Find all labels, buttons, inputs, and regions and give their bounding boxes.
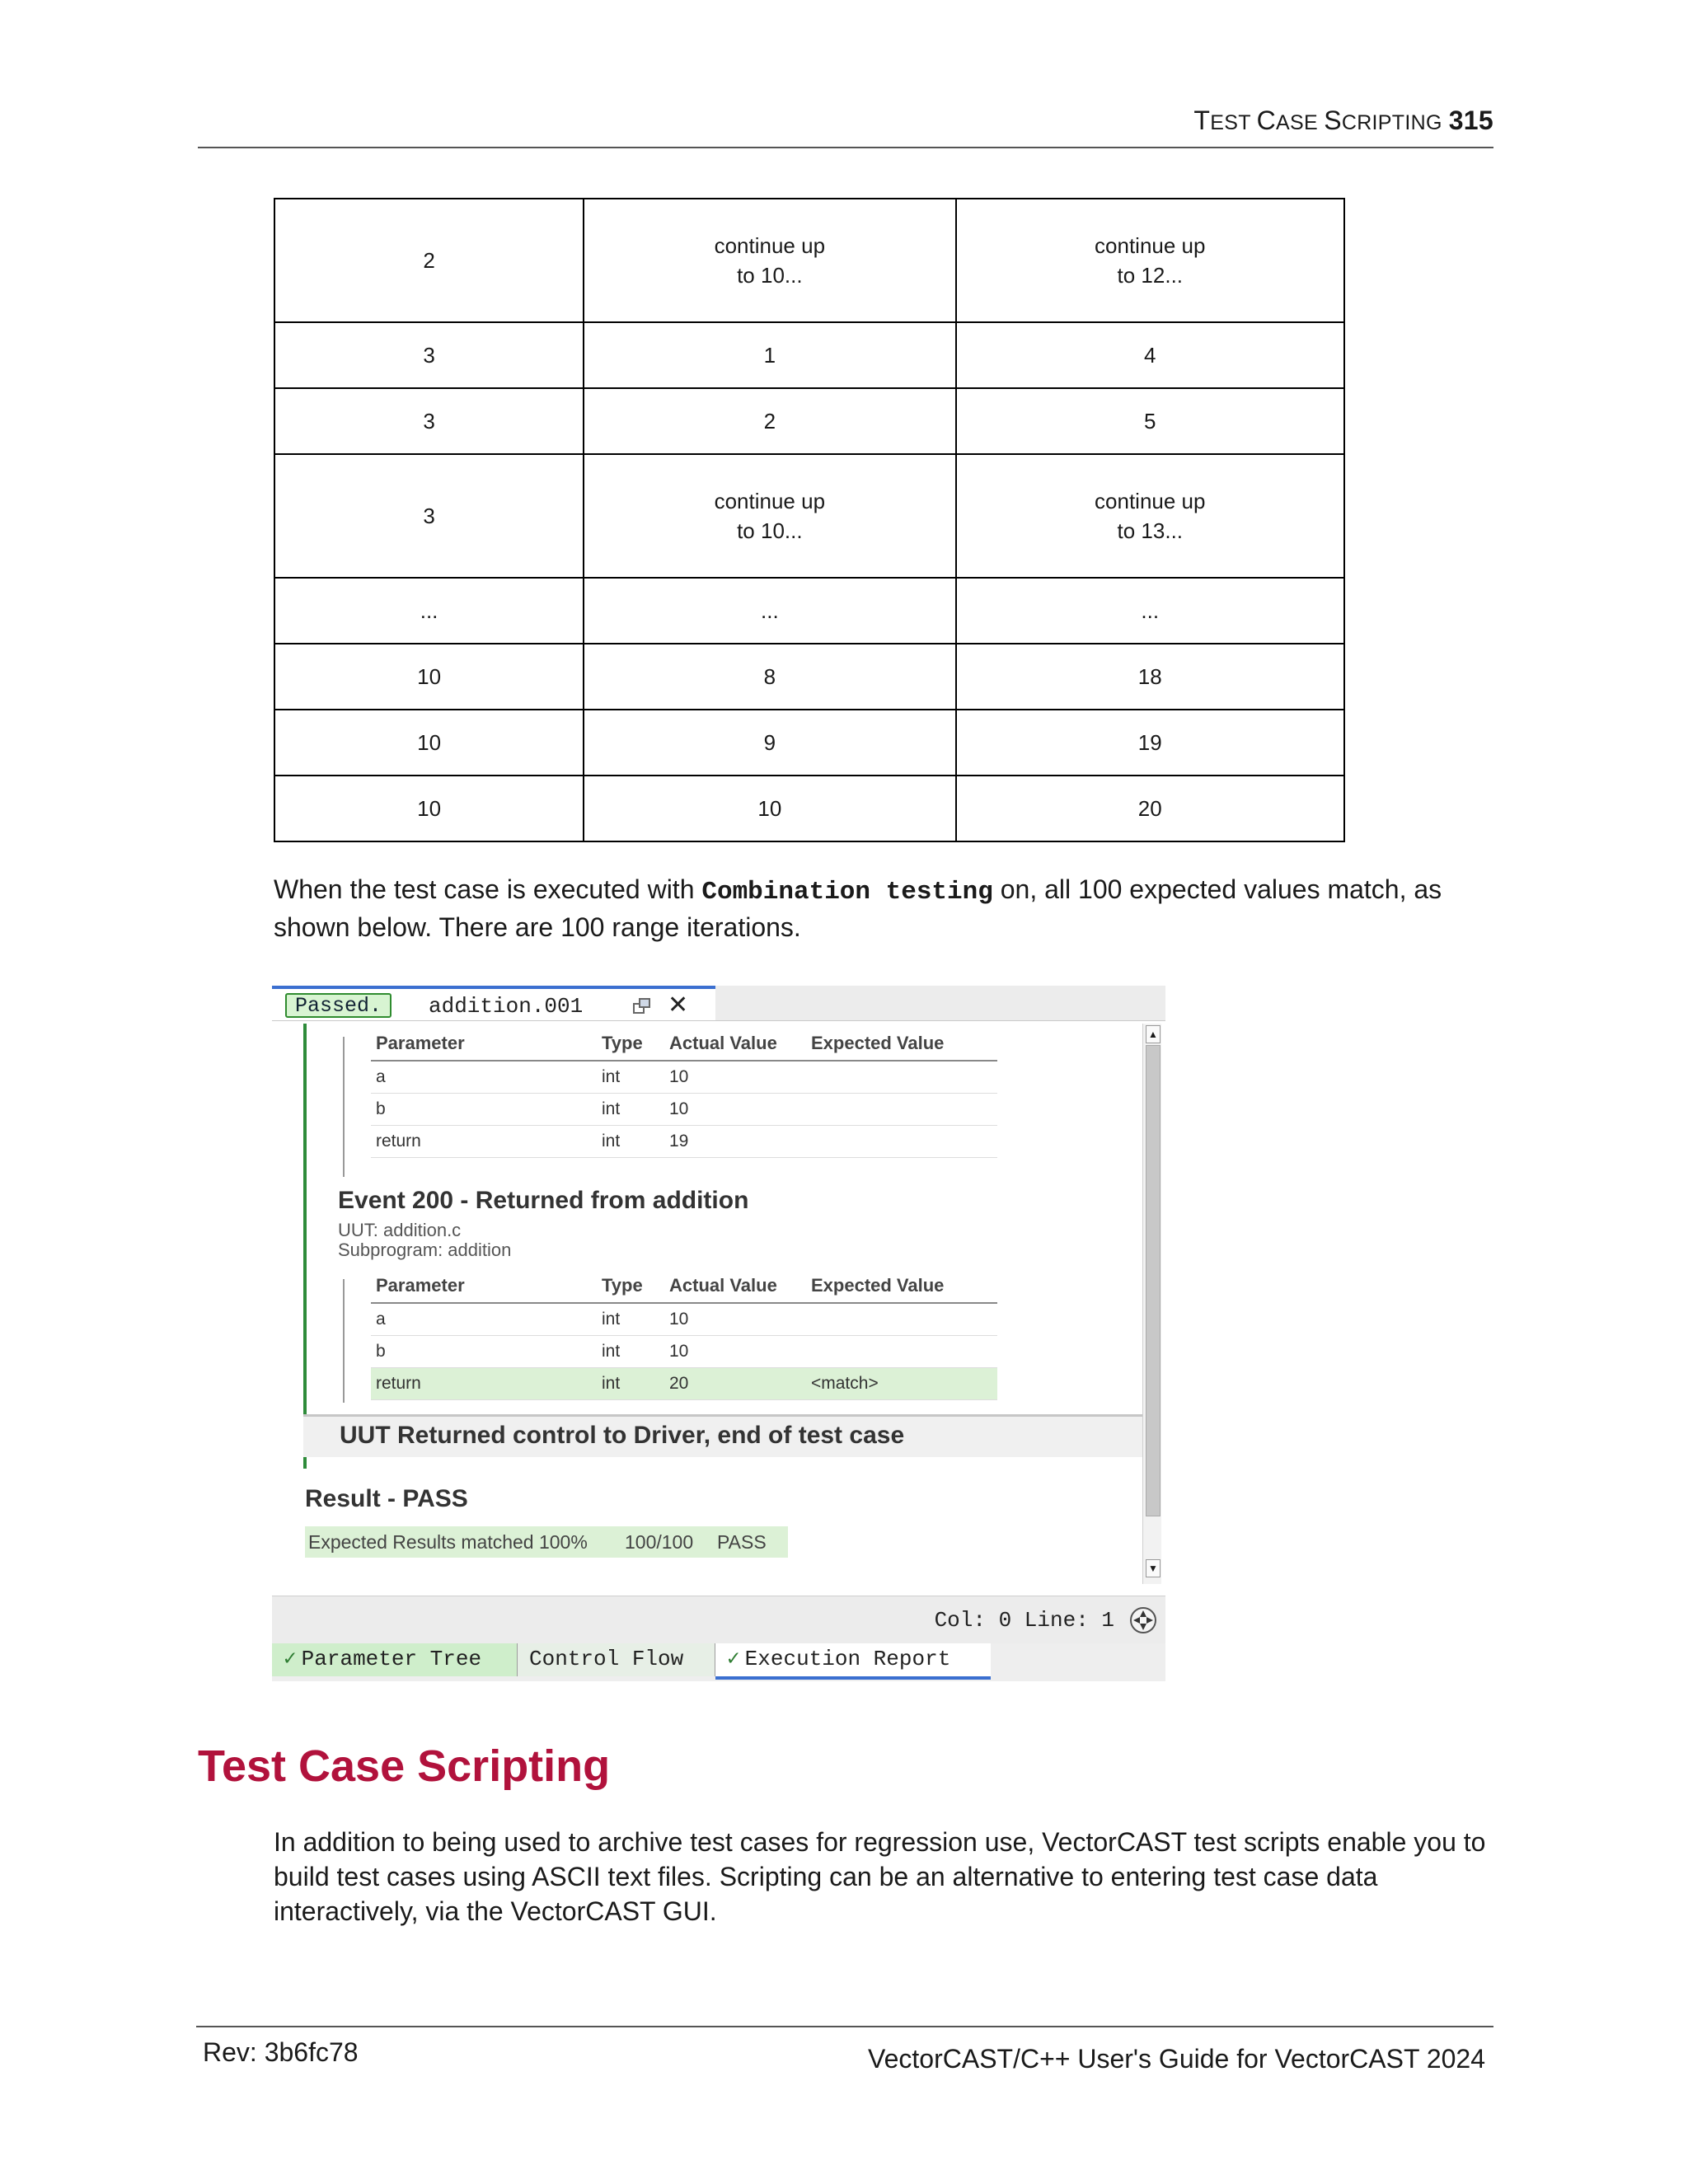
execution-report-screenshot	[272, 986, 1165, 1681]
tab-label: Control Flow	[529, 1647, 684, 1671]
table-row	[371, 1061, 997, 1094]
table-cell: 18	[956, 644, 1344, 710]
param-type: int	[597, 1094, 664, 1126]
param-actual: 10	[664, 1336, 806, 1368]
scroll-down-arrow-icon[interactable]: ▼	[1146, 1559, 1160, 1577]
header-letter: C	[1256, 105, 1277, 135]
editor-tab-bar	[272, 986, 1165, 1021]
param-expected	[806, 1126, 997, 1158]
header-smallcaps: CRIPTING	[1341, 111, 1442, 134]
param-actual: 10	[664, 1094, 806, 1126]
table-row	[371, 1126, 997, 1158]
column-header: Actual Value	[664, 1269, 806, 1303]
table-row	[274, 644, 1344, 710]
param-expected	[806, 1094, 997, 1126]
tab-label: Execution Report	[744, 1647, 951, 1671]
inline-code: Combination testing	[701, 878, 993, 907]
navigation-compass-icon[interactable]	[1129, 1606, 1157, 1634]
close-icon[interactable]: ✕	[668, 991, 689, 1019]
uut-return-banner	[303, 1414, 1142, 1457]
tab-execution-report[interactable]	[715, 1643, 991, 1680]
param-type: int	[597, 1303, 664, 1336]
table-row	[274, 776, 1344, 841]
table-cell: 3	[274, 454, 584, 578]
table-cell: 10	[274, 776, 584, 841]
tab-label: Parameter Tree	[301, 1647, 482, 1671]
running-header	[198, 105, 1493, 136]
table-cell	[584, 454, 955, 578]
tab-title: addition.001	[429, 994, 584, 1019]
param-actual: 19	[664, 1126, 806, 1158]
body-paragraph: In addition to being used to archive test cases for regression use, VectorCAST test scripts enable you to build test cases using ASCII text files. Scripting can be an alternative to entering test case data interactively, via the VectorCAST GUI.	[274, 1827, 1486, 1926]
column-header: Actual Value	[664, 1027, 806, 1061]
result-title: Result - PASS	[305, 1485, 468, 1512]
table-cell: 20	[956, 776, 1344, 841]
table-cell	[584, 199, 955, 322]
passed-status-badge[interactable]: Passed.	[285, 993, 392, 1018]
table-header-row	[371, 1269, 997, 1303]
param-name: a	[371, 1061, 597, 1094]
table-row	[371, 1303, 997, 1336]
param-actual: 10	[664, 1061, 806, 1094]
check-icon: ✓	[727, 1647, 740, 1671]
footer-revision: Rev: 3b6fc78	[203, 2037, 359, 2067]
table-row-matched	[371, 1368, 997, 1400]
tab-control-flow[interactable]	[518, 1643, 715, 1676]
param-type: int	[597, 1336, 664, 1368]
table-cell	[956, 454, 1344, 578]
table-cell: 3	[274, 322, 584, 388]
pass-indicator-bar	[303, 1024, 307, 1469]
header-letter: S	[1324, 105, 1342, 135]
table-cell: 8	[584, 644, 955, 710]
body-paragraph	[274, 872, 1493, 944]
subprogram-line: Subprogram: addition	[338, 1240, 512, 1260]
table-cell: 4	[956, 322, 1344, 388]
table-cell: 2	[584, 388, 955, 454]
result-count: 100/100	[625, 1531, 694, 1553]
column-header: Expected Value	[806, 1269, 997, 1303]
paragraph-text: on, all 100 expected values match, as shown below. There are 100 range iterations.	[274, 874, 1442, 942]
uut-line: UUT: addition.c	[338, 1220, 462, 1240]
table-cell	[956, 199, 1344, 322]
table-cell: ...	[584, 578, 955, 644]
table-cell: ...	[956, 578, 1344, 644]
cell-text: continue up to 10...	[714, 489, 826, 543]
param-type: int	[597, 1368, 664, 1400]
param-type: int	[597, 1061, 664, 1094]
tab-addition-001[interactable]	[272, 986, 715, 1020]
header-letter: T	[1193, 105, 1211, 135]
table-header-row	[371, 1027, 997, 1061]
param-expected: <match>	[806, 1368, 997, 1400]
table-cell: 3	[274, 388, 584, 454]
table-cell: ...	[274, 578, 584, 644]
column-header: Parameter	[371, 1027, 597, 1061]
cursor-position: Col: 0 Line: 1	[934, 1608, 1114, 1633]
table-row	[274, 322, 1344, 388]
param-expected	[806, 1061, 997, 1094]
event-title: Event 200 - Returned from addition	[338, 1187, 749, 1214]
param-expected	[806, 1336, 997, 1368]
iteration-table	[274, 198, 1345, 842]
footer-rule	[196, 2026, 1493, 2027]
scroll-thumb[interactable]	[1146, 1045, 1160, 1516]
table-cell: 10	[274, 710, 584, 776]
parameter-table	[371, 1027, 997, 1158]
parameter-table	[371, 1269, 997, 1400]
param-name: return	[371, 1368, 597, 1400]
status-bar	[272, 1596, 1165, 1644]
column-header: Expected Value	[806, 1027, 997, 1061]
param-expected	[806, 1303, 997, 1336]
check-icon: ✓	[284, 1647, 297, 1671]
table-cell: 10	[274, 644, 584, 710]
scroll-up-arrow-icon[interactable]: ▲	[1146, 1025, 1160, 1043]
header-smallcaps: ASE	[1276, 111, 1325, 134]
table-row	[274, 199, 1344, 322]
page-number: 315	[1448, 105, 1493, 135]
paragraph-text: When the test case is executed with	[274, 874, 702, 904]
table-row	[274, 710, 1344, 776]
column-header: Type	[597, 1027, 664, 1061]
table-row	[371, 1094, 997, 1126]
param-name: return	[371, 1126, 597, 1158]
tree-indent-line	[343, 1037, 345, 1177]
result-label: Expected Results matched 100%	[308, 1531, 588, 1553]
table-cell: 5	[956, 388, 1344, 454]
table-cell: 19	[956, 710, 1344, 776]
param-name: a	[371, 1303, 597, 1336]
result-summary-row	[305, 1526, 788, 1558]
cell-text: continue up to 13...	[1095, 489, 1206, 543]
cell-text: continue up to 10...	[714, 233, 826, 288]
column-header: Type	[597, 1269, 664, 1303]
table-row	[274, 388, 1344, 454]
table-cell: 10	[584, 776, 955, 841]
tab-parameter-tree[interactable]	[272, 1643, 518, 1676]
table-row	[274, 578, 1344, 644]
header-rule	[198, 147, 1493, 148]
param-actual: 20	[664, 1368, 806, 1400]
param-type: int	[597, 1126, 664, 1158]
view-tab-bar	[272, 1643, 1165, 1681]
section-title: Test Case Scripting	[198, 1741, 611, 1791]
uut-return-text: UUT Returned control to Driver, end of test case	[340, 1422, 905, 1449]
table-cell: 9	[584, 710, 955, 776]
param-actual: 10	[664, 1303, 806, 1336]
table-cell: 1	[584, 322, 955, 388]
footer-guide-title: VectorCAST/C++ User's Guide for VectorCAST 2024	[868, 2044, 1485, 2074]
popout-icon[interactable]	[633, 998, 651, 1015]
table-row	[274, 454, 1344, 578]
table-cell: 2	[274, 199, 584, 322]
header-smallcaps: EST	[1210, 111, 1257, 134]
tree-indent-line	[343, 1279, 345, 1403]
column-header: Parameter	[371, 1269, 597, 1303]
result-status: PASS	[717, 1531, 767, 1553]
table-row	[371, 1336, 997, 1368]
param-name: b	[371, 1094, 597, 1126]
cell-text: continue up to 12...	[1095, 233, 1206, 288]
param-name: b	[371, 1336, 597, 1368]
